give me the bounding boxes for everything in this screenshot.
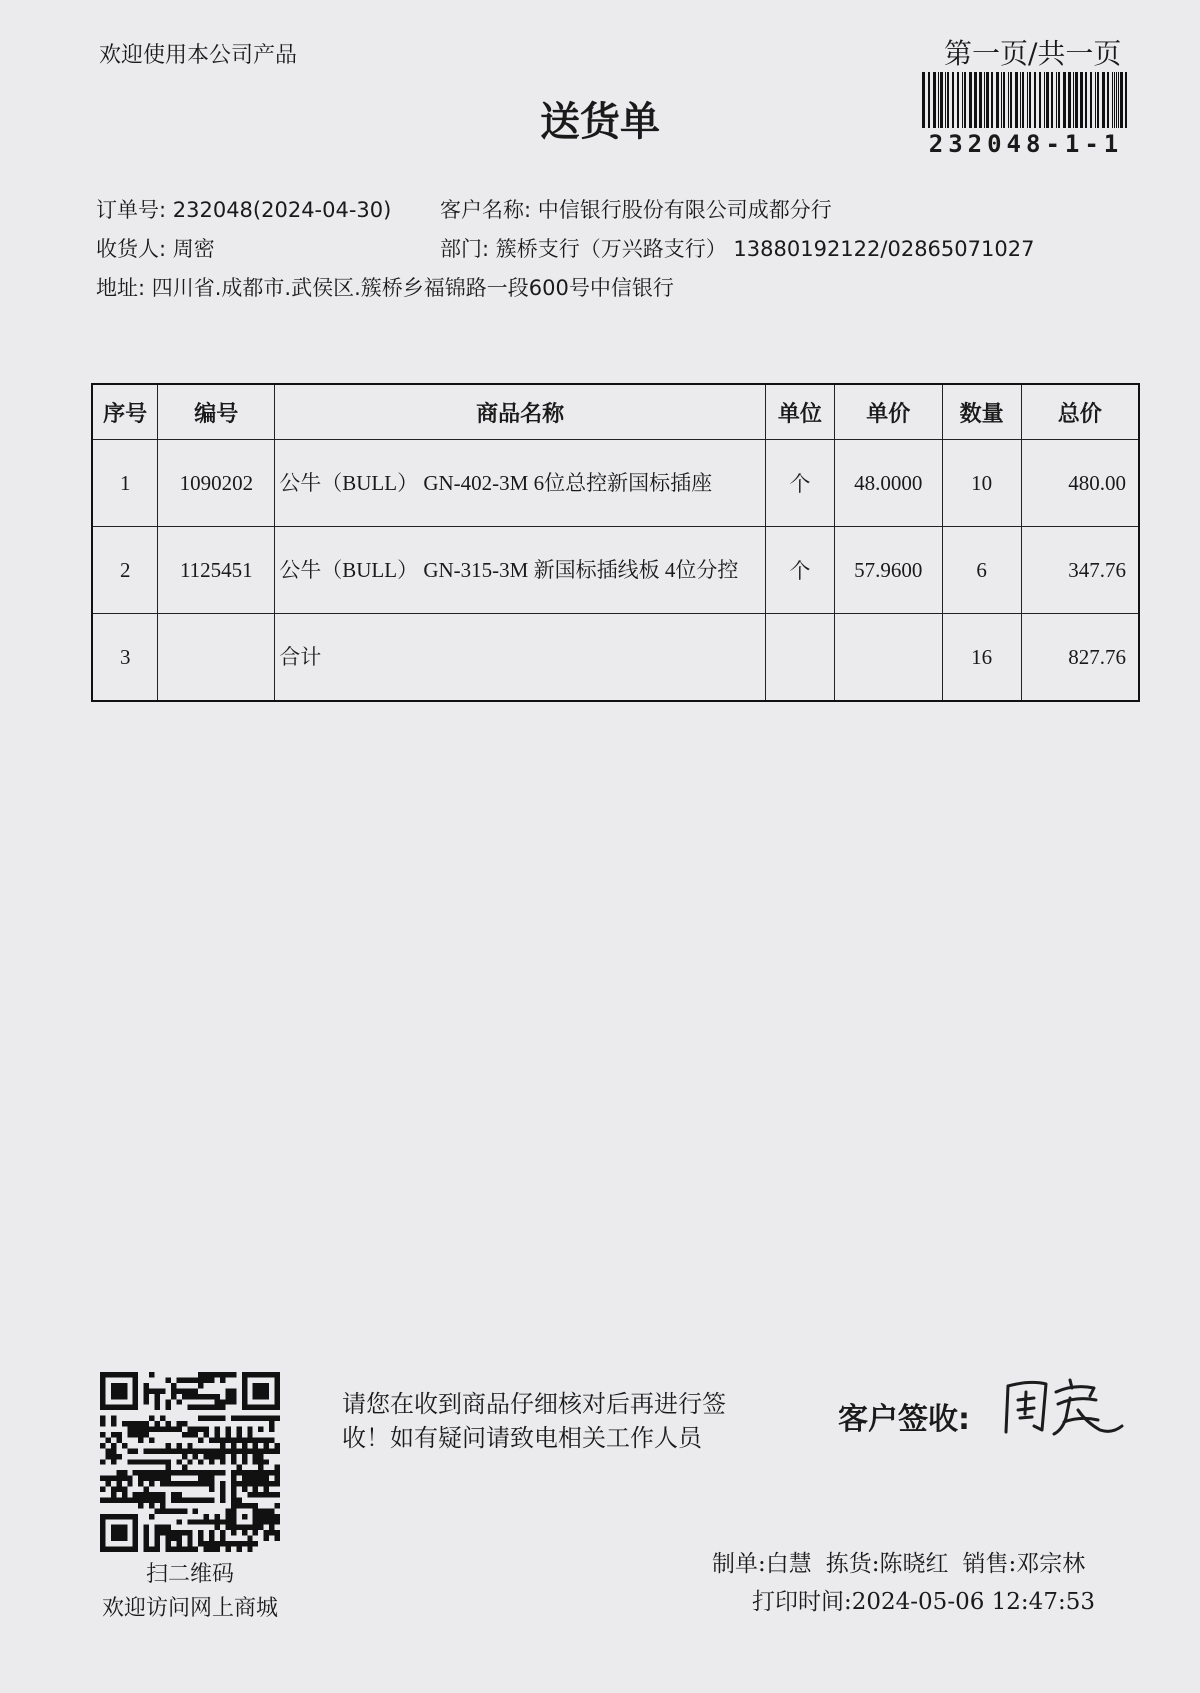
- table-header-row: [92, 384, 1139, 440]
- qr-caption: [80, 1558, 300, 1626]
- qr-code-image: [100, 1372, 280, 1552]
- customer-signature-label: 客户签收:: [838, 1402, 970, 1437]
- order-number: 订单号: 232048(2024-04-30): [96, 198, 392, 222]
- header-seq: 序号: [92, 384, 158, 440]
- cell-seq: 1: [92, 440, 158, 527]
- barcode-number: 232048-1-1: [928, 130, 1124, 158]
- address: 地址: 四川省.成都市.武侯区.簇桥乡福锦路一段600号中信银行: [96, 276, 674, 300]
- cell-code: [158, 614, 275, 702]
- cell-total-price: 480.00: [1021, 440, 1139, 527]
- department: 部门: 簇桥支行（万兴路支行） 13880192122/02865071027: [440, 237, 1035, 261]
- cell-quantity: 16: [942, 614, 1021, 702]
- cell-unit-price: 48.0000: [834, 440, 942, 527]
- cell-code: 1125451: [158, 527, 275, 614]
- header-unit: 单位: [765, 384, 834, 440]
- goods-table: [91, 383, 1140, 702]
- sales: 销售:邓宗林: [962, 1551, 1086, 1577]
- cell-quantity: 6: [942, 527, 1021, 614]
- header-total-price: 总价: [1021, 384, 1139, 440]
- cell-total-price: 827.76: [1021, 614, 1139, 702]
- cell-seq: 3: [92, 614, 158, 702]
- picker: 拣货:陈晓红: [825, 1551, 949, 1577]
- staff-line: [712, 1545, 1085, 1578]
- receiver: 收货人: 周密: [96, 237, 215, 261]
- cell-product-name: 公牛（BULL） GN-315-3M 新国标插线板 4位分控: [275, 527, 766, 614]
- receipt-notice: 请您在收到商品仔细核对后再进行签收！如有疑问请致电相关工作人员: [342, 1390, 726, 1452]
- cell-unit: 个: [765, 527, 834, 614]
- header-unit-price: 单价: [834, 384, 942, 440]
- page-indicator: 第一页/共一页: [944, 37, 1122, 70]
- cell-product-name: 公牛（BULL） GN-402-3M 6位总控新国标插座: [275, 440, 766, 527]
- table-row-total: [92, 614, 1139, 702]
- cell-code: 1090202: [158, 440, 275, 527]
- header-code: 编号: [158, 384, 275, 440]
- cell-unit-price: 57.9600: [834, 527, 942, 614]
- handwritten-signature: [1000, 1374, 1130, 1444]
- cell-unit: 个: [765, 440, 834, 527]
- cell-unit: [765, 614, 834, 702]
- cell-quantity: 10: [942, 440, 1021, 527]
- qr-caption-line-1: 扫二维码: [145, 1562, 234, 1587]
- qr-caption-line-2: 欢迎访问网上商城: [101, 1596, 278, 1621]
- cell-seq: 2: [92, 527, 158, 614]
- welcome-text: 欢迎使用本公司产品: [99, 43, 298, 68]
- document-title: 送货单: [540, 98, 660, 145]
- table-row: [92, 440, 1139, 527]
- customer-name: 客户名称: 中信银行股份有限公司成都分行: [440, 198, 832, 222]
- maker: 制单:白慧: [712, 1551, 812, 1577]
- table-row: [92, 527, 1139, 614]
- print-time: 打印时间:2024-05-06 12:47:53: [752, 1589, 1095, 1615]
- header-product-name: 商品名称: [275, 384, 766, 440]
- header-quantity: 数量: [942, 384, 1021, 440]
- cell-product-name: 合计: [275, 614, 766, 702]
- cell-unit-price: [834, 614, 942, 702]
- cell-total-price: 347.76: [1021, 527, 1139, 614]
